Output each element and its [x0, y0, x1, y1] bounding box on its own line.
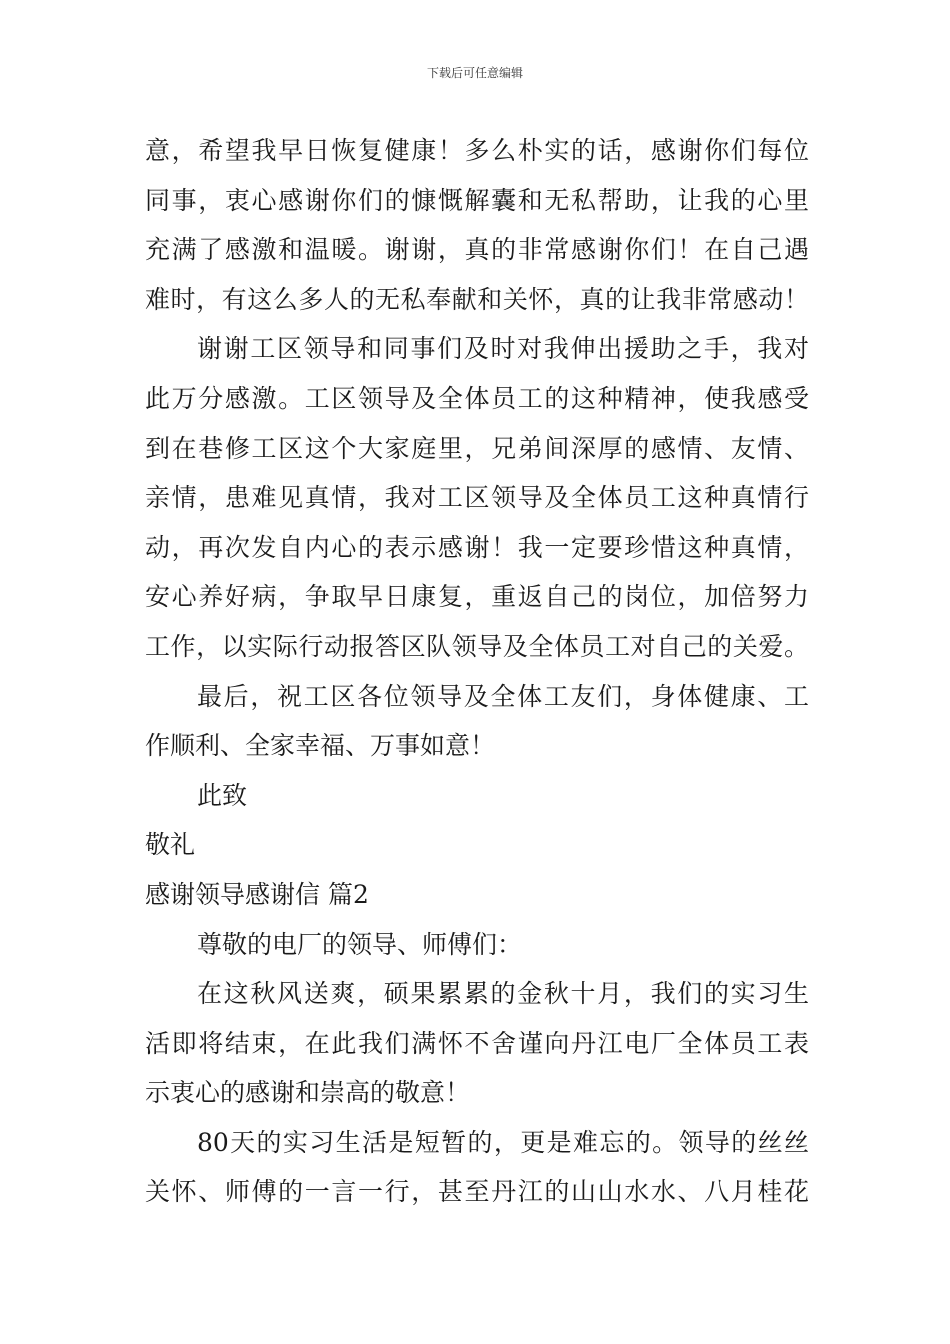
text-line: 工作，以实际行动报答区队领导及全体员工对自己的关爱。 — [145, 631, 809, 661]
text-line: 敬礼 — [145, 830, 196, 860]
text-line: 充满了感激和温暖。谢谢，真的非常感谢你们！在自己遇 — [145, 235, 809, 265]
text-line: 感谢领导感谢信 篇2 — [145, 879, 369, 909]
text-line: 此致 — [197, 780, 248, 810]
text-line: 在这秋风送爽，硕果累累的金秋十月，我们的实习生 — [197, 979, 809, 1009]
text-line: 80天的实习生活是短暂的，更是难忘的。领导的丝丝 — [197, 1127, 809, 1157]
text-line: 关怀、师傅的一言一行，甚至丹江的山山水水、八月桂花 — [145, 1177, 809, 1207]
text-line: 示衷心的感谢和崇高的敬意！ — [145, 1078, 471, 1108]
text-line: 此万分感激。工区领导及全体员工的这种精神，使我感受 — [145, 383, 809, 413]
page-header: 下载后可任意编辑 — [426, 66, 523, 80]
text-line: 亲情，患难见真情，我对工区领导及全体员工这种真情行 — [145, 483, 809, 513]
text-line: 到在巷修工区这个大家庭里，兄弟间深厚的感情、友情、 — [145, 433, 809, 463]
text-line: 难时，有这么多人的无私奉献和关怀，真的让我非常感动！ — [145, 284, 809, 314]
text-line: 尊敬的电厂的领导、师傅们： — [197, 929, 523, 959]
text-line: 安心养好病，争取早日康复，重返自己的岗位，加倍努力 — [145, 582, 809, 612]
text-line: 谢谢工区领导和同事们及时对我伸出援助之手，我对 — [197, 334, 809, 364]
text-line: 最后，祝工区各位领导及全体工友们，身体健康、工 — [197, 681, 809, 711]
text-line: 活即将结束，在此我们满怀不舍谨向丹江电厂全体员工表 — [145, 1028, 809, 1058]
text-line: 同事，衷心感谢你们的慷慨解囊和无私帮助，让我的心里 — [145, 185, 809, 215]
text-line: 动，再次发自内心的表示感谢！我一定要珍惜这种真情， — [145, 532, 809, 562]
text-line: 作顺利、全家幸福、万事如意！ — [145, 731, 496, 761]
letter-body — [145, 126, 809, 1217]
text-line: 意，希望我早日恢复健康！多么朴实的话，感谢你们每位 — [145, 136, 809, 165]
